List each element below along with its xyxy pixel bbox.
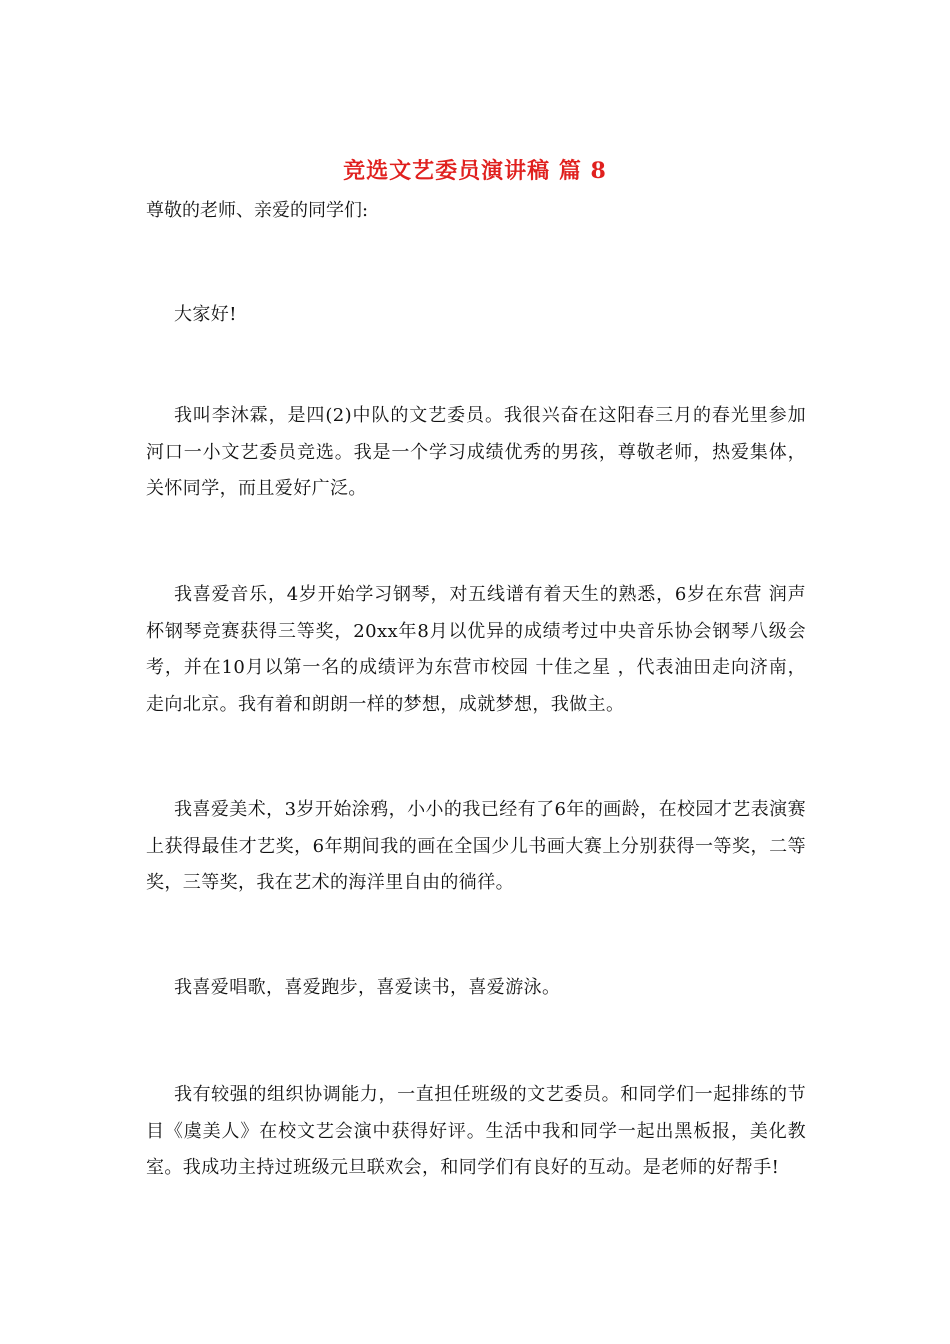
paragraph-hobbies: 我喜爱唱歌，喜爱跑步，喜爱读书，喜爱游泳。 xyxy=(174,977,561,998)
paragraph-music: 我喜爱音乐，4岁开始学习钢琴，对五线谱有着天生的熟悉，6岁在东营 润声 杯钢琴竞赛获得三等奖，20xx年8月以优异的成绩考过中央音乐协会钢琴八级会考，并在10月以第一名的成绩评为东营市校园 十佳之星 ，代表油田走向济南，走向北京。我有着和朗朗一样的梦想，成就梦想，我做主。 xyxy=(146,584,806,715)
salutation: 尊敬的老师、亲爱的同学们: xyxy=(146,200,369,221)
paragraph-introduction: 我叫李沐霖，是四(2)中队的文艺委员。我很兴奋在这阳春三月的春光里参加河口一小文艺委员竞选。我是一个学习成绩优秀的男孩，尊敬老师，热爱集体，关怀同学，而且爱好广泛。 xyxy=(146,405,806,499)
paragraph-organization: 我有较强的组织协调能力，一直担任班级的文艺委员。和同学们一起排练的节目《虞美人》在校文艺会演中获得好评。生活中我和同学一起出黑板报，美化教室。我成功主持过班级元旦联欢会，和同学们有良好的互动。是老师的好帮手! xyxy=(146,1084,806,1178)
paragraph-greeting: 大家好! xyxy=(174,304,237,325)
paragraph-art: 我喜爱美术，3岁开始涂鸦，小小的我已经有了6年的画龄，在校园才艺表演赛上获得最佳才艺奖，6年期间我的画在全国少儿书画大赛上分别获得一等奖，二等奖，三等奖，我在艺术的海洋里自由的徜徉。 xyxy=(146,799,806,893)
document-title: 竞选文艺委员演讲稿 篇 8 xyxy=(343,158,607,184)
